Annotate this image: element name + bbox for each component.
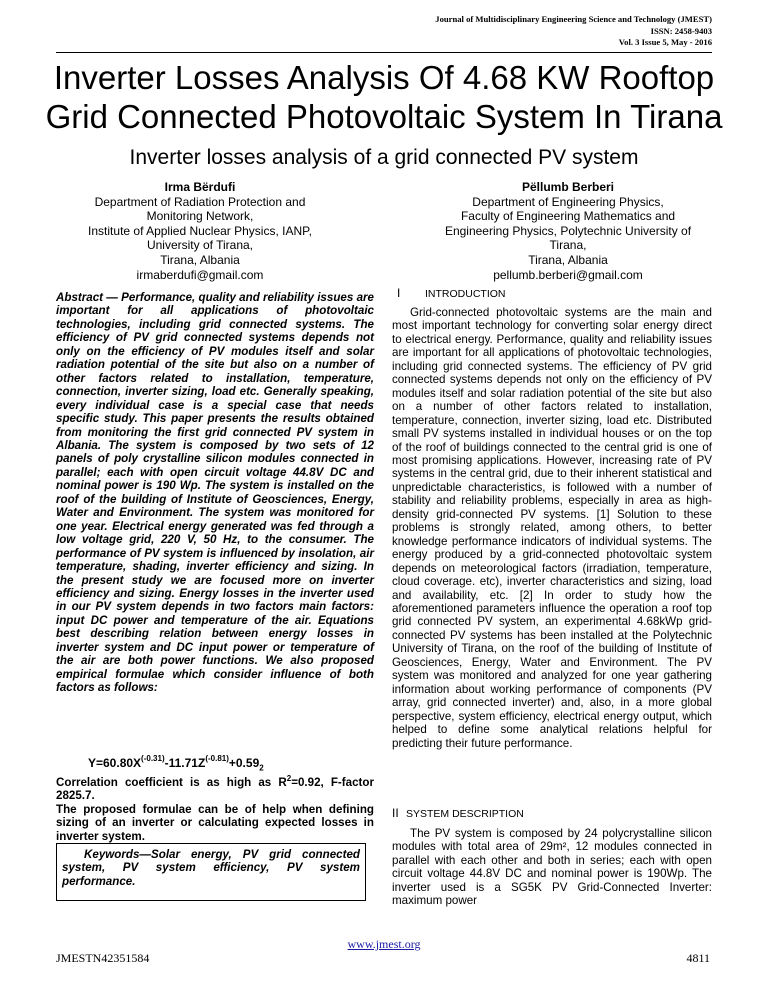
journal-name: Journal of Multidisciplinary Engineering Science and Technology (JMEST) [435,14,712,24]
header-divider [56,52,712,53]
journal-issn: ISSN: 2458-9403 [650,25,712,36]
abstract-text: Abstract — Performance, quality and reliability issues are important for all applications of photovoltaic technologies, including grid connected systems. The efficiency of PV grid connected systems depends not only on the efficiency of PV modules itself and solar radiation potential of the site but also on a number of other factors related to installation, temperature, connection, inverter sizing, load etc. Generally speaking, every individual case is a special case that needs specific study. This paper presents the results obtained from monitoring the first grid connected PV system in Albania. The system is composed by two sets of 12 panels of poly crystalline silicon modules connected in parallel; each with open circuit voltage 44.8V DC and nominal power is 190 Wp. The system is installed on the roof of the building of Institute of Geosciences, Energy, Water and Environment. The system was monitored for one year. Electrical energy generated was fed through a low voltage grid, 220 V, 50 Hz, to the consumer. The performance of PV system is influenced by insolation, air temperature, shading, inverter efficiency and sizing. In the present study we are focused more on inverter efficiency and sizing. Energy losses in the inverter used in our PV system depends in two factors main factors: input DC power and temperature of the air. Equations best describing relation between energy losses in inverter system and DC input power or temperature of the air are both power functions. We also proposed empirical formulae which consider influence of both factors as follows: [56,291,374,695]
author-affiliation-line: Monitoring Network, [146,209,254,224]
section-heading-system-description [392,806,524,820]
journal-volume: Vol. 3 Issue 5, May - 2016 [618,37,712,47]
author-email: pellumb.berberi@gmail.com [493,267,643,282]
formula-mid: -11.71Z [164,756,206,770]
r-squared-superscript: 2 [286,774,292,783]
correlation-label: Correlation coefficient is as high as R [56,775,287,789]
author-affiliation-line: University of Tirana, [146,238,254,253]
author-name: Irma Bërdufi [164,180,236,194]
author-affiliation-line: Department of Engineering Physics, [472,194,664,209]
section-number: II [392,806,399,820]
title-line-1: Inverter Losses Analysis Of 4.68 KW Rooftop [53,59,715,96]
correlation-value: =0.92, F-factor 2825.7. [56,775,374,803]
footer-page-number: 4811 [686,951,710,965]
author-affiliation-line: Engineering Physics, Polytechnic University of [444,223,692,238]
empirical-formula [88,755,264,772]
keywords-text: Keywords—Solar energy, PV grid connected system, PV system efficiency, PV system performance. [62,848,360,888]
journal-header [192,14,712,49]
author-affiliation-line: Department of Radiation Protection and [94,194,306,209]
formula-subscript: 2 [259,763,264,773]
author-email: irmaberdufi@gmail.com [136,267,264,282]
section-title: SYSTEM DESCRIPTION [406,808,524,820]
author-block-2 [418,180,718,282]
correlation-text [56,772,374,803]
author-affiliation-line: Institute of Applied Nuclear Physics, IANP, [88,223,312,238]
introduction-body: Grid-connected photovoltaic systems are the main and most important technology for converting solar energy direct to electrical energy. Performance, quality and reliability issues are important for all applications of photovoltaic technologies, including grid connected systems. The efficiency of PV grid connected systems depends not only on the efficiency of PV modules itself and solar radiation potential of the site but also on a number of other factors related to installation, temperature, connection, inverter sizing, load etc. Distributed small PV systems installed in individual houses or on the top of the roof of buildings connected to the central grid is one of most promising applications. However, increasing rate of PV systems in the central grid, due to their inherent statistical and unpredictable characteristics, is followed with a number of stability and reliability problems, especially in area as high-density grid-connected PV systems. [1] Solution to these problems is strongly related, among others, to better knowledge performance indicators of individual systems. The energy produced by a grid-connected photovoltaic system depends on meteorological factors (irradiation, temperature, cloud coverage. etc), inverter characteristics and sizing, load and availability, etc. [2] In order to study how the aforementioned parameters influence the operation a roof top grid connected PV system, an experimental 4.68kWp grid-connected PV systems has been installed at the Polytechnic University of Tirana, on the roof of the building of Institute of Geosciences, Energy, Water and Environment. The PV system was monitored and analyzed for one year gathering information about working performance of components (PV array, grid connected inverter) and, also, in a more global perspective, system efficiency, electrical energy output, which helped to define some analytical relations helpful for predicting their future performance. [392,306,712,750]
footer-paper-id: JMESTN42351584 [56,951,150,965]
formula-exponent-1: (-0.31) [141,754,165,763]
author-name: Pëllumb Berberi [521,180,615,194]
formula-exponent-2: (-0.81) [205,754,229,763]
section-number: I [397,286,401,300]
section-heading-introduction [397,286,506,300]
abstract-conclusion [56,772,374,843]
title-line-2: Grid Connected Photovoltaic System In Tirana [45,98,723,135]
formula-lhs: Y=60.80X [88,756,142,770]
author-affiliation-line: Faculty of Engineering Mathematics and [460,209,676,224]
section-title: INTRODUCTION [425,288,506,300]
author-affiliation-line: Tirana, [549,238,587,253]
paper-subtitle: Inverter losses analysis of a grid connected PV system [129,146,639,169]
keywords-box [56,843,366,901]
paper-title [20,58,748,136]
formula-rhs: +0.59 [228,756,260,770]
author-affiliation-line: Tirana, Albania [528,252,608,267]
author-block-1 [62,180,338,282]
system-description-body: The PV system is composed by 24 polycrystalline silicon modules with total area of 29m², 12 modules connected in parallel with each other and both in series; each with open circuit voltage 44.8V DC and nominal power is 190Wp. The inverter used is a SG5K PV Grid-Connected Inverter: maximum power [392,827,712,908]
abstract-closing: The proposed formulae can be of help when defining sizing of an inverter or calculating expected losses in inverter system. [56,802,374,843]
footer-website-link[interactable]: www.jmest.org [347,937,421,951]
author-affiliation-line: Tirana, Albania [160,252,240,267]
